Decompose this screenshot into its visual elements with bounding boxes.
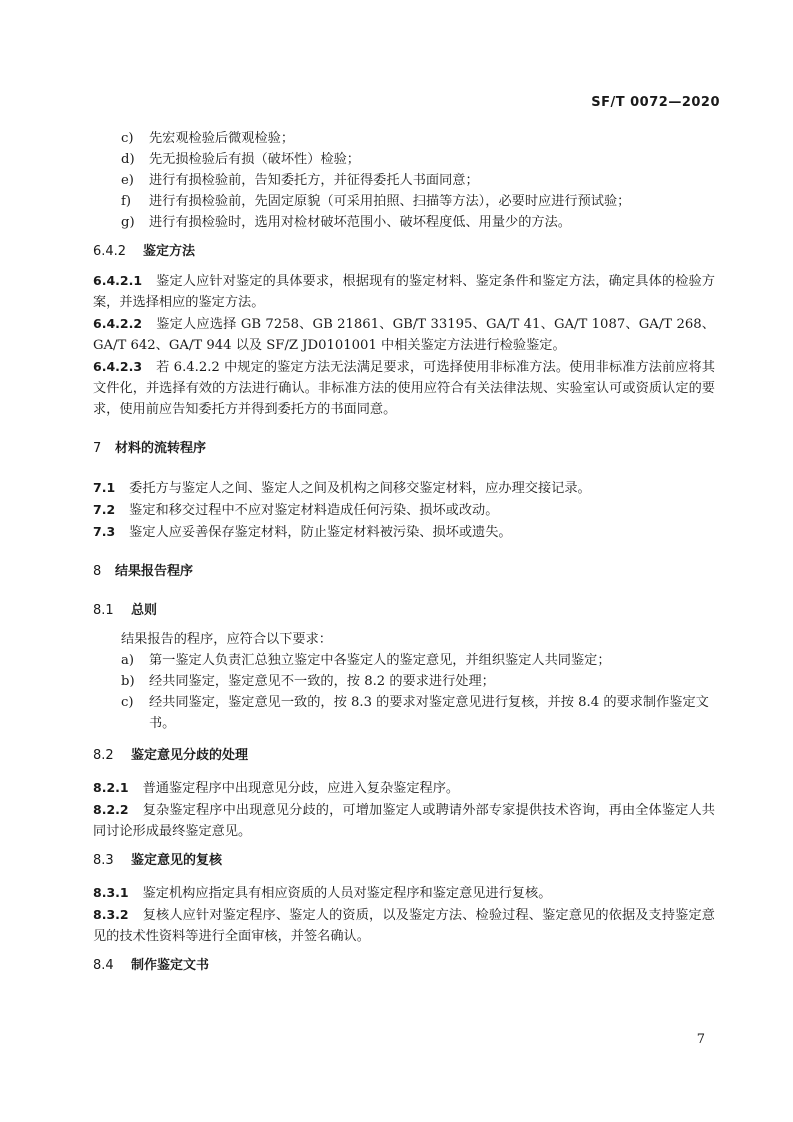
list-item: a) 第一鉴定人负责汇总独立鉴定中各鉴定人的鉴定意见，并组织鉴定人共同鉴定； xyxy=(121,653,611,668)
list-item: c) 先宏观检验后微观检验； xyxy=(121,131,295,146)
list-item: c) 经共同鉴定，鉴定意见一致的，按 8.3 的要求对鉴定意见进行复核，并按 8.4 的要求制作鉴定文书。 xyxy=(121,695,709,731)
list-item: f) 进行有损检验前，先固定原貌（可采用拍照、扫描等方法），必要时应进行预试验； xyxy=(121,194,631,209)
page-number: 7 xyxy=(696,1032,705,1047)
page-body xyxy=(93,128,715,976)
clause-8-2-1: 8.2.1 普通鉴定程序中出现意见分歧，应进入复杂鉴定程序。 xyxy=(93,780,460,796)
list-item: b) 经共同鉴定，鉴定意见不一致的，按 8.2 的要求进行处理； xyxy=(121,674,495,689)
list-item: d) 先无损检验后有损（破坏性）检验； xyxy=(121,152,360,167)
list-item: g) 进行有损检验时，选用对检材破坏范围小、破坏程度低、用量少的方法。 xyxy=(121,215,571,230)
section-heading-8-2: 8.2 鉴定意见分歧的处理 xyxy=(93,748,249,763)
clause-8-3-1: 8.3.1 鉴定机构应指定具有相应资质的人员对鉴定程序和鉴定意见进行复核。 xyxy=(93,885,552,901)
document-code: SF/T 0072—2020 xyxy=(591,95,720,110)
section-heading-8-1: 8.1 总则 xyxy=(93,603,158,618)
section-heading-6-4-2: 6.4.2 鉴定方法 xyxy=(93,244,196,259)
clause-8-2-2: 8.2.2 复杂鉴定程序中出现意见分歧的，可增加鉴定人或聘请外部专家提供技术咨询，再由全体鉴定人共同讨论形成最终鉴定意见。 xyxy=(93,802,715,839)
clause-8-3-2: 8.3.2 复核人应针对鉴定程序、鉴定人的资质，以及鉴定方法、检验过程、鉴定意见的依据及支持鉴定意见的技术性资料等进行全面审核，并签名确认。 xyxy=(93,907,715,944)
list-item: e) 进行有损检验前，告知委托方，并征得委托人书面同意； xyxy=(121,173,479,188)
clause-6-4-2-3: 6.4.2.3 若 6.4.2.2 中规定的鉴定方法无法满足要求，可选择使用非标准方法。使用非标准方法前应将其文件化，并选择有效的方法进行确认。非标准方法的使用应符合有关法律法规、实验室认可或资质认定的要求，使用前应告知委托方并得到委托方的书面同意。 xyxy=(93,359,715,417)
list-top xyxy=(93,128,715,233)
clause-8-1-intro: 结果报告的程序，应符合以下要求： xyxy=(121,632,332,647)
section-heading-7: 7 材料的流转程序 xyxy=(93,441,207,456)
section-heading-8: 8 结果报告程序 xyxy=(93,564,194,579)
clause-6-4-2-1: 6.4.2.1 鉴定人应针对鉴定的具体要求，根据现有的鉴定材料、鉴定条件和鉴定方法，确定具体的检验方案，并选择相应的鉴定方法。 xyxy=(93,273,715,310)
clause-6-4-2-2: 6.4.2.2 鉴定人应选择 GB 7258、GB 21861、GB/T 33195、GA/T 41、GA/T 1087、GA/T 268、GA/T 642、GA/T 944 以及 SF/Z JD0101001 中相关鉴定方法进行检验鉴定。 xyxy=(93,316,715,353)
section-heading-8-4: 8.4 制作鉴定文书 xyxy=(93,958,210,973)
list-8-1 xyxy=(93,650,715,734)
section-heading-8-3: 8.3 鉴定意见的复核 xyxy=(93,853,223,868)
clause-7-2: 7.2 鉴定和移交过程中不应对鉴定材料造成任何污染、损坏或改动。 xyxy=(93,502,499,518)
clause-7-3: 7.3 鉴定人应妥善保存鉴定材料，防止鉴定材料被污染、损坏或遗失。 xyxy=(93,524,512,540)
clause-7-1: 7.1 委托方与鉴定人之间、鉴定人之间及机构之间移交鉴定材料，应办理交接记录。 xyxy=(93,480,591,496)
